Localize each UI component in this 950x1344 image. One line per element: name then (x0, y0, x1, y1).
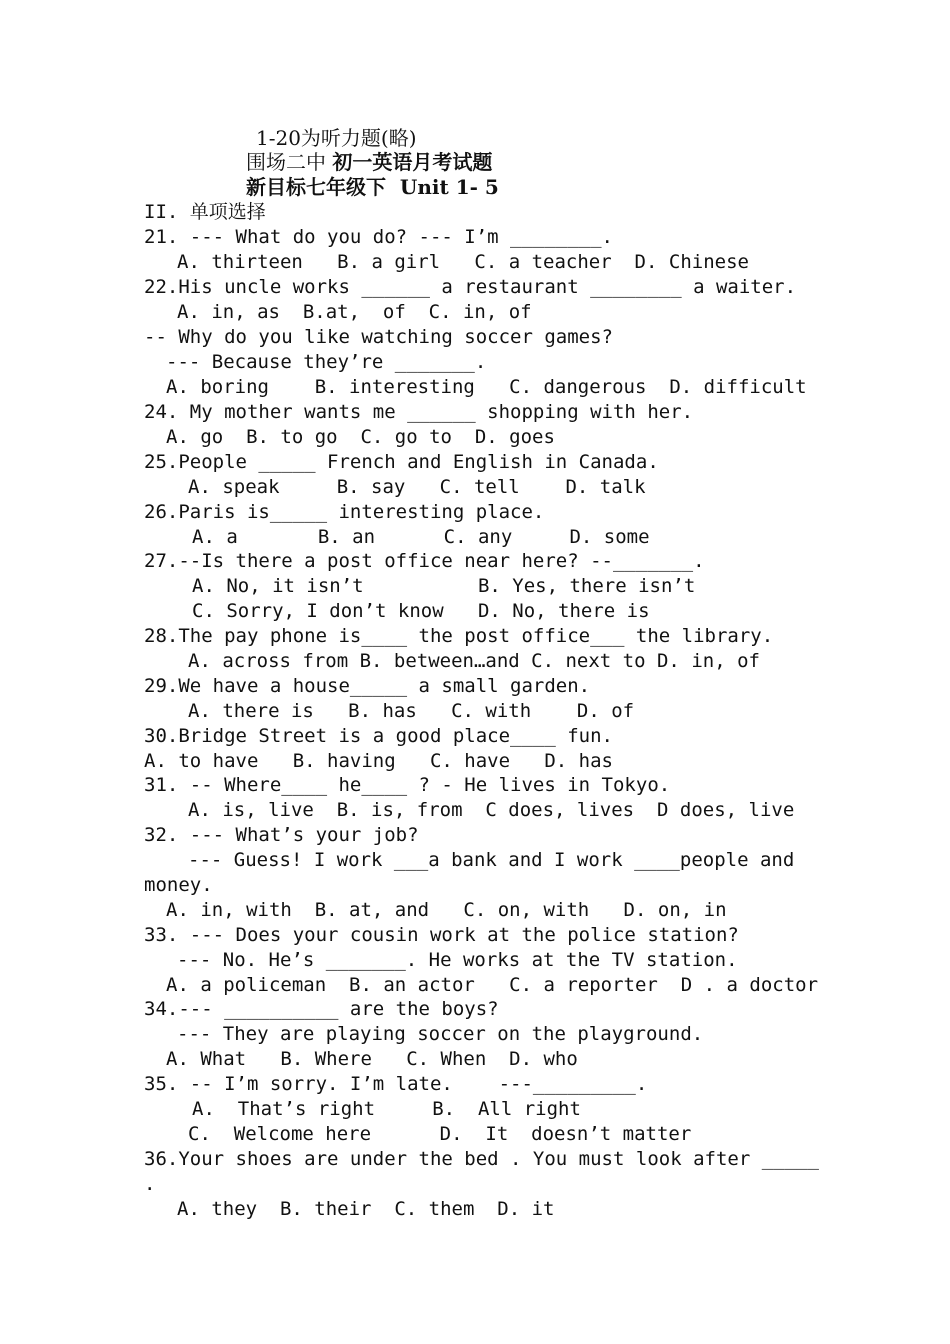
exam-header (246, 150, 492, 174)
options-line: A. is, live B. is, from C does, lives D does, live (188, 799, 795, 821)
options-line: A. What B. Where C. When D. who (166, 1048, 578, 1070)
question-line: --- Guess! I work ___a bank and I work ____people and (188, 849, 795, 871)
question-line: . (144, 1173, 156, 1195)
question-line: 31. -- Where____ he____ ? - He lives in Tokyo. (144, 774, 671, 796)
options-line: A. speak B. say C. tell D. talk (188, 476, 646, 498)
question-line: 22.His uncle works ______ a restaurant ________ a waiter. (144, 276, 797, 298)
listening-note: 1-20为听力题(略) (256, 126, 417, 150)
question-line: 26.Paris is_____ interesting place. (144, 501, 545, 523)
question-line: 36.Your shoes are under the bed . You must look after _____ (144, 1148, 819, 1170)
options-line: A. thirteen B. a girl C. a teacher D. Chinese (177, 251, 749, 273)
question-line: 30.Bridge Street is a good place____ fun. (144, 725, 613, 747)
question-line: 35. -- I’m sorry. I’m late. ---_________. (144, 1073, 648, 1095)
question-line: --- Because they’re _______. (166, 351, 487, 373)
question-line: money. (144, 874, 213, 896)
options-line: A. in, as B.at, of C. in, of (177, 301, 532, 323)
options-line: A. they B. their C. them D. it (177, 1198, 555, 1220)
school-name: 围场二中 (246, 150, 333, 174)
options-line: A. a policeman B. an actor C. a reporter D . a doctor (166, 974, 819, 996)
question-line: 34.--- __________ are the boys? (144, 998, 499, 1020)
question-line: 21. --- What do you do? --- I’m ________. (144, 226, 613, 248)
question-line: 32. --- What’s your job? (144, 824, 419, 846)
options-line: A. to have B. having C. have D. has (144, 750, 613, 772)
question-line: -- Why do you like watching soccer games? (144, 326, 613, 348)
options-line: A. there is B. has C. with D. of (188, 700, 635, 722)
question-line: 33. --- Does your cousin work at the police station? (144, 924, 739, 946)
question-line: 28.The pay phone is____ the post office___ the library. (144, 625, 774, 647)
question-line: 25.People _____ French and English in Canada. (144, 451, 659, 473)
question-line: --- They are playing soccer on the playground. (177, 1023, 704, 1045)
options-line: A. That’s right B. All right (192, 1098, 581, 1120)
options-line: C. Welcome here D. It doesn’t matter (188, 1123, 692, 1145)
exam-title: 初一英语月考试题 (332, 150, 493, 174)
question-line: 29.We have a house_____ a small garden. (144, 675, 591, 697)
options-line: A. boring B. interesting C. dangerous D. difficult (166, 376, 807, 398)
question-line: 27.--Is there a post office near here? --_______. (144, 550, 705, 572)
options-line: A. No, it isn’t B. Yes, there isn’t (192, 575, 696, 597)
options-line: A. go B. to go C. go to D. goes (166, 426, 555, 448)
grade-unit: 新目标七年级下 Unit 1- 5 (246, 175, 499, 199)
options-line: A. a B. an C. any D. some (192, 526, 650, 548)
question-line: --- No. He’s _______. He works at the TV station. (177, 949, 738, 971)
question-line: 24. My mother wants me ______ shopping with her. (144, 401, 694, 423)
options-line: C. Sorry, I don’t know D. No, there is (192, 600, 650, 622)
options-line: A. in, with B. at, and C. on, with D. on, in (166, 899, 727, 921)
section-heading: II. 单项选择 (144, 201, 266, 223)
options-line: A. across from B. between…and C. next to D. in, of (188, 650, 760, 672)
